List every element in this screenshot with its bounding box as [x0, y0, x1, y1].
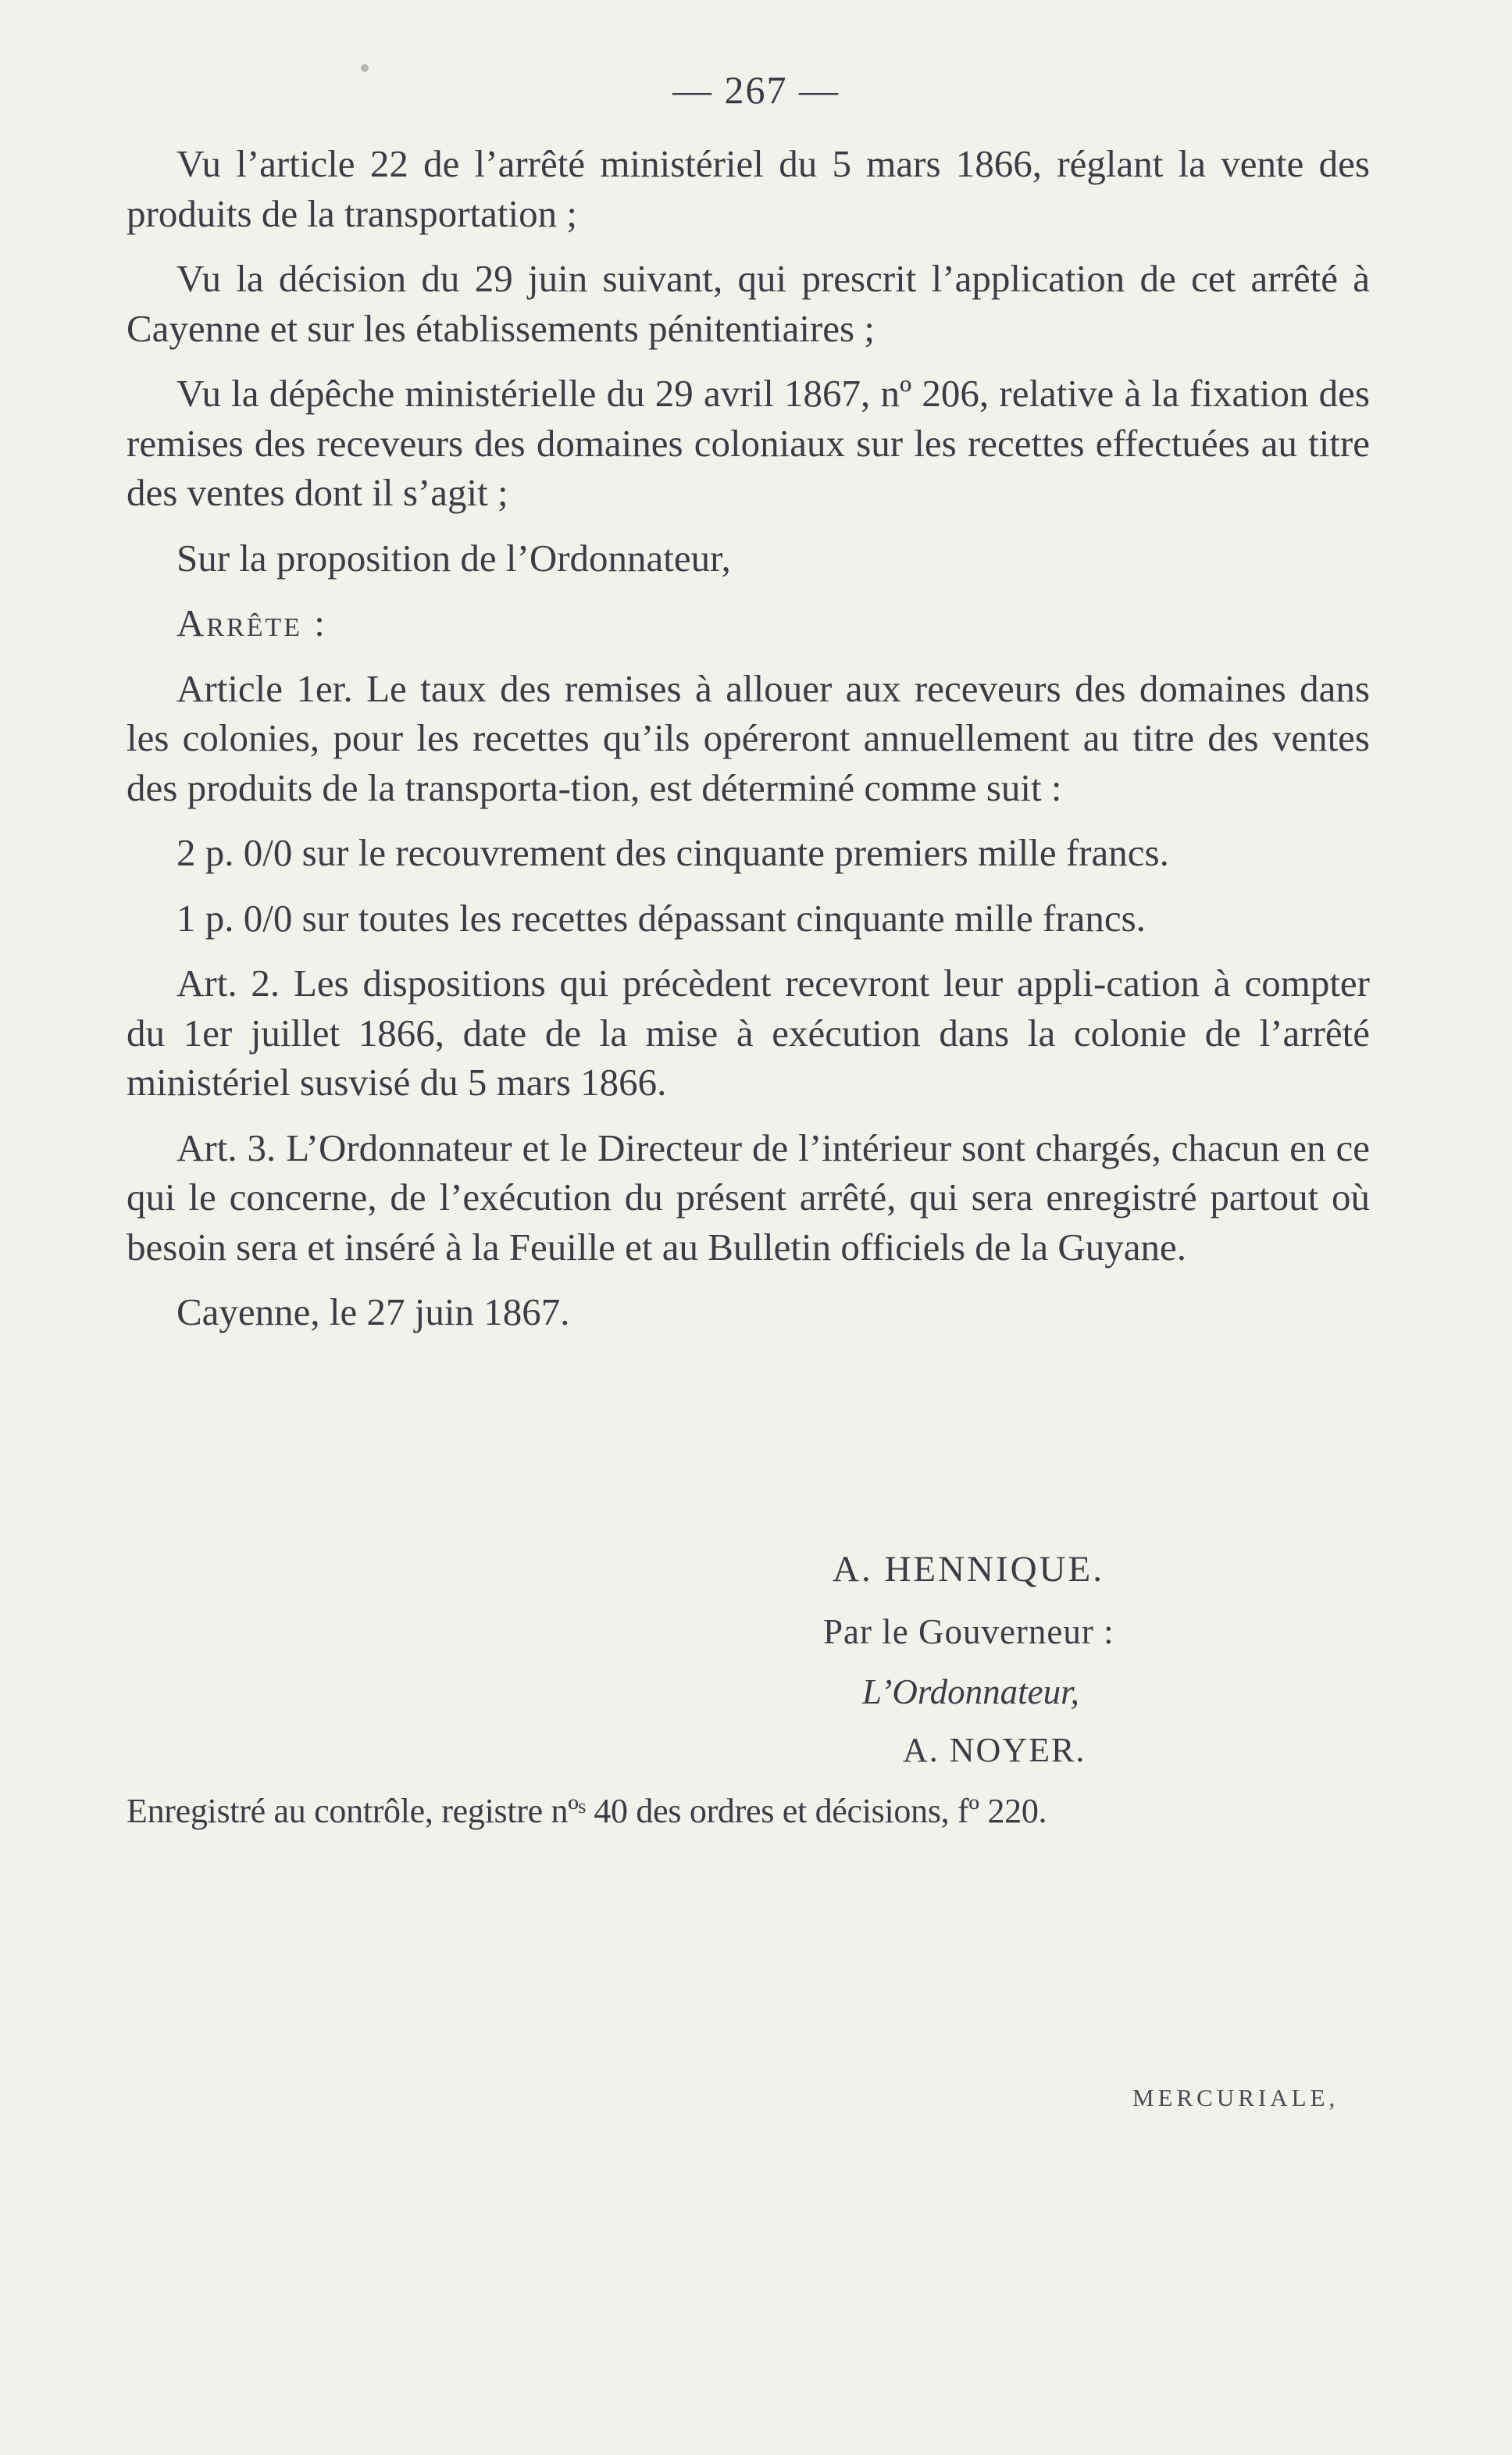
paragraph-vu-decision: Vu la décision du 29 juin suivant, qui prescrit l’application de cet arrêté à Cayenne et sur les établissements pénitentiaires ; — [127, 257, 1370, 350]
article-3: Art. 3. L’Ordonnateur et le Directeur de l’intérieur sont chargés, chacun en ce qui le concerne, de l’exécution du présent arrêté, qui sera enregistré partout où besoin sera et inséré à la Feuille et au Bulletin officiels de la Guyane. — [127, 1126, 1370, 1269]
paragraph-proposition: Sur la proposition de l’Ordonnateur, — [177, 536, 731, 580]
signature-by-governor: Par le Gouverneur : — [823, 1612, 1114, 1651]
article-1: Article 1er. Le taux des remises à allouer aux receveurs des domaines dans les colonies, pour les recettes qu’ils opéreront annuellement au titre des ventes des produits de la transporta-tion, est déterminé comme suit : — [127, 666, 1370, 809]
catchword: MERCURIALE, — [1132, 2084, 1339, 2111]
registration-note: Enregistré au contrôle, registre nºˢ 40 des ordres et décisions, fº 220. — [127, 1792, 1047, 1830]
place-and-date: Cayenne, le 27 juin 1867. — [177, 1290, 570, 1333]
signature-ordonnateur-title: L’Ordonnateur, — [862, 1672, 1079, 1711]
rate-above-fifty-thousand: 1 p. 0/0 sur toutes les recettes dépassant cinquante mille francs. — [177, 896, 1146, 940]
signature-ordonnateur-name: A. NOYER. — [903, 1731, 1086, 1769]
rate-first-fifty-thousand: 2 p. 0/0 sur le recouvrement des cinquante premiers mille francs. — [177, 831, 1169, 874]
signature-governor: A. HENNIQUE. — [833, 1549, 1104, 1590]
paragraph-vu-depeche: Vu la dépêche ministérielle du 29 avril 1867, nº 206, relative à la fixation des remises des receveurs des domaines coloniaux sur les recettes effectuées au titre des ventes dont il s’agit ; — [127, 372, 1370, 514]
arrete-heading: Arrête : — [177, 601, 327, 644]
article-2: Art. 2. Les dispositions qui précèdent recevront leur appli-cation à compter du 1er juillet 1866, date de la mise à exécution dans la colonie de l’arrêté ministériel susvisé du 5 mars 1866. — [127, 962, 1370, 1104]
decree-text — [127, 139, 1370, 1361]
paragraph-vu-article: Vu l’article 22 de l’arrêté ministériel du 5 mars 1866, réglant la vente des produits de la transportation ; — [127, 142, 1370, 235]
page-number: — 267 — — [672, 68, 840, 112]
